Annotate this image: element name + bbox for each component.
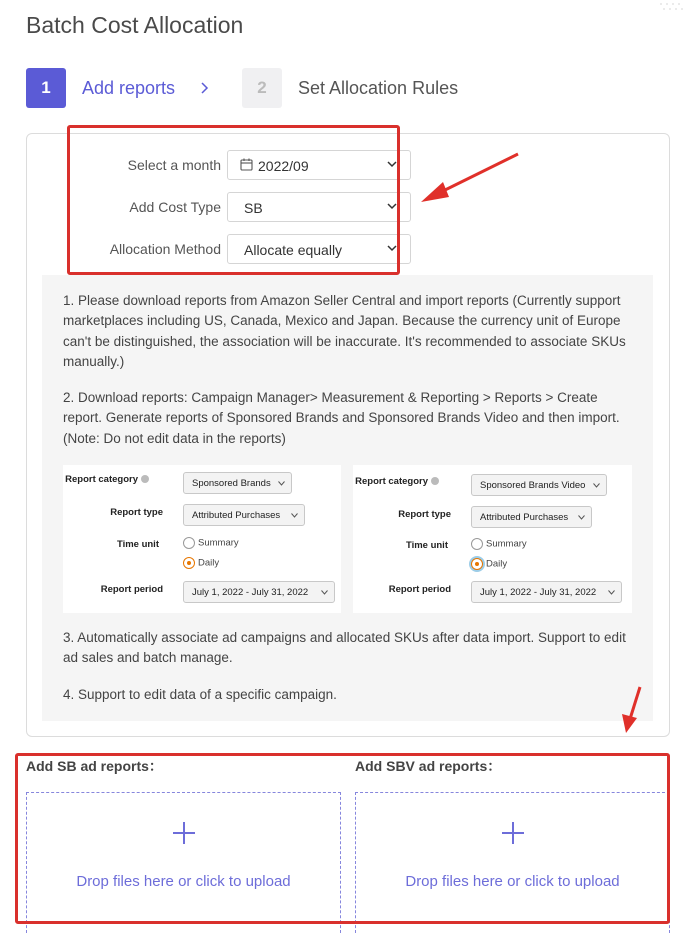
step-2-number[interactable]: 2 <box>242 68 282 108</box>
time-unit-label: Time unit <box>116 539 159 550</box>
month-label: Select a month <box>127 157 221 173</box>
report-type-select: Attributed Purchases <box>471 506 592 528</box>
step-1-number[interactable]: 1 <box>26 68 66 108</box>
chevron-down-icon <box>593 483 600 488</box>
info-icon <box>431 477 439 485</box>
chevron-down-icon <box>578 515 585 520</box>
radio-circle <box>471 538 483 550</box>
report-category-select: Sponsored Brands <box>183 472 292 494</box>
radio-summary: Summary <box>183 537 239 549</box>
sbv-upload-text: Drop files here or click to upload <box>405 873 620 890</box>
annotation-box-uploads <box>15 753 670 924</box>
report-period-label: Report period <box>388 584 451 595</box>
cost-type-value: SB <box>244 200 263 216</box>
radio-circle-selected <box>471 558 483 570</box>
step-1-label[interactable]: Add reports <box>82 78 176 98</box>
report-period-label: Report period <box>100 584 163 595</box>
annotation-arrow-icon <box>415 150 525 210</box>
report-category-label: Report category <box>29 474 149 485</box>
instructions-panel <box>42 275 653 721</box>
radio-circle-selected <box>183 557 195 569</box>
step-2-label[interactable]: Set Allocation Rules <box>298 78 459 98</box>
page-title: Batch Cost Allocation <box>26 12 244 38</box>
report-type-select: Attributed Purchases <box>183 504 305 526</box>
radio-daily: Daily <box>471 558 507 570</box>
report-type-label: Report type <box>110 507 163 518</box>
chevron-down-icon <box>291 513 298 518</box>
chevron-down-icon <box>321 590 328 595</box>
radio-summary: Summary <box>471 538 527 550</box>
time-unit-label: Time unit <box>405 540 448 551</box>
report-period-select: July 1, 2022 - July 31, 2022 <box>183 581 335 603</box>
radio-daily: Daily <box>183 557 219 569</box>
radio-circle <box>183 537 195 549</box>
sb-upload-label: Add SB ad reports： <box>26 758 163 774</box>
instruction-3: 3. Automatically associate ad campaigns and allocated SKUs after data import. Support to edit ad sales and batch manage. <box>63 630 626 666</box>
cost-type-label: Add Cost Type <box>129 199 221 215</box>
annotation-arrow-icon <box>618 684 648 736</box>
decorative-dots-icon <box>655 0 685 30</box>
method-label: Allocation Method <box>109 241 221 257</box>
report-category-label: Report category <box>319 476 439 487</box>
instruction-1: 1. Please download reports from Amazon Seller Central and import reports (Currently support marketplaces including US, Canada, Mexico and Japan. Because the currency unit of Europe can't be distinguished, the association will be inaccurate. It's recommended to associate SKUs manually.) <box>63 293 626 370</box>
chevron-down-icon <box>278 481 285 486</box>
report-example-sbv <box>353 465 632 613</box>
sbv-upload-label: Add SBV ad reports： <box>355 758 502 774</box>
annotation-box-form <box>67 125 400 275</box>
method-value: Allocate equally <box>244 242 343 258</box>
instruction-4: 4. Support to edit data of a specific campaign. <box>63 687 337 702</box>
sb-upload-text: Drop files here or click to upload <box>76 873 291 890</box>
chevron-right-icon <box>200 78 210 98</box>
report-period-select: July 1, 2022 - July 31, 2022 <box>471 581 622 603</box>
chevron-down-icon <box>608 590 615 595</box>
month-value: 2022/09 <box>258 158 309 174</box>
info-icon <box>141 475 149 483</box>
steps-indicator <box>26 68 666 108</box>
report-example-sb <box>63 465 341 613</box>
report-type-label: Report type <box>398 509 451 520</box>
instruction-2: 2. Download reports: Campaign Manager> Measurement & Reporting > Reports > Create report. Generate reports of Sponsored Brands and Sponsored Brands Video and then import. (Note: Do not edit data in the reports) <box>63 390 620 446</box>
report-category-select: Sponsored Brands Video <box>471 474 607 496</box>
